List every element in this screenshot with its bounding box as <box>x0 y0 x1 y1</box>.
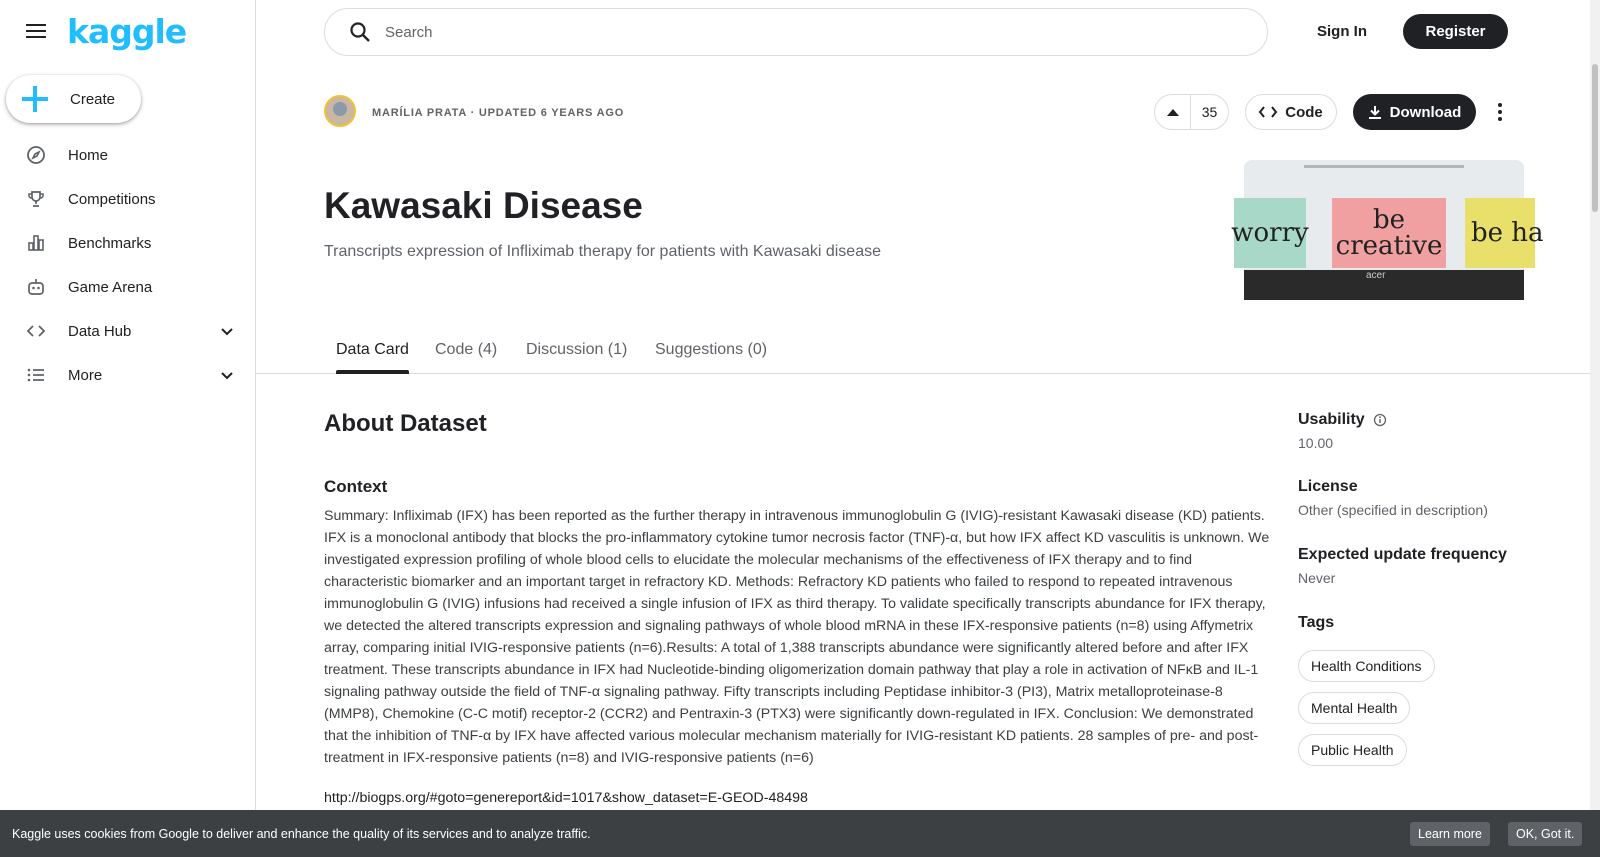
hamburger-menu-icon[interactable] <box>24 20 48 44</box>
sidebar-item-home[interactable] <box>0 133 255 177</box>
avatar[interactable] <box>324 95 356 127</box>
sign-in-button[interactable]: Sign In <box>1317 22 1367 40</box>
vote-count: 35 <box>1201 104 1218 120</box>
cookie-text: Kaggle uses cookies from Google to deliver and enhance the quality of its services and to analyze traffic. <box>12 826 591 841</box>
upvote-button[interactable] <box>1155 95 1191 129</box>
sidebar-item-label: More <box>68 366 103 384</box>
scrollbar-thumb[interactable] <box>1592 64 1598 212</box>
code-button[interactable] <box>1245 94 1337 130</box>
sidebar-item-label: Home <box>68 146 109 164</box>
tab-data-card[interactable]: Data Card <box>336 326 409 373</box>
cover-monitor-bezel <box>1244 270 1524 300</box>
context-heading: Context <box>324 477 388 496</box>
tab-discussion[interactable]: Discussion (1) <box>526 340 628 358</box>
download-button-label: Download <box>1389 103 1462 121</box>
search-icon <box>349 21 371 43</box>
cover-note: worry <box>1234 198 1306 268</box>
sidebar-item-more[interactable] <box>0 353 255 397</box>
code-button-label: Code <box>1285 103 1323 121</box>
cookie-banner <box>0 810 1600 857</box>
sidebar-item-benchmarks[interactable] <box>0 221 255 265</box>
sidebar <box>0 0 256 857</box>
create-button[interactable] <box>6 75 141 123</box>
compass-icon <box>26 145 46 165</box>
search-bar[interactable] <box>324 8 1268 56</box>
plus-icon <box>22 86 48 112</box>
frequency-label: Expected update frequency <box>1298 546 1507 563</box>
dataset-cover-image <box>1231 160 1544 300</box>
learn-more-button[interactable]: Learn more <box>1410 822 1490 846</box>
tab-bar <box>256 326 1590 374</box>
kaggle-logo[interactable]: kaggle <box>67 12 187 51</box>
info-icon[interactable] <box>1373 413 1387 427</box>
list-icon <box>26 365 46 385</box>
tags-section <box>1298 614 1558 632</box>
page-subtitle: Transcripts expression of Infliximab therapy for patients with Kawasaki disease <box>324 243 881 260</box>
sidebar-item-data-hub[interactable] <box>0 309 255 353</box>
cookie-ok-button[interactable]: OK, Got it. <box>1508 822 1582 846</box>
chevron-down-icon[interactable] <box>219 367 235 383</box>
scrollbar[interactable] <box>1590 0 1600 810</box>
license-label: License <box>1298 478 1358 495</box>
dataset-summary: Summary: Infliximab (IFX) has been reported as the further therapy in intravenous immunoglobulin G (IVIG)-resistant Kawasaki disease (KD) patients. IFX is a monoclonal antibody that blocks the pro-inflammatory cytokine tumor necrosis factor (TNF)-α, but how IFX affect KD vasculitis is unknown. We investigated expression profiling of whole blood cells to elucidate the molecular mechanisms of the effectiveness of IFX therapy and to find characteristic biomarker and an important target in refractory KD. Methods: Refractory KD patients who failed to respond to repeated intravenous immunoglobulin G (IVIG) infusions had received a single infusion of IFX as third therapy. To validate specifically transcripts abundance for IFX therapy, we detected the altered transcripts expression and signaling pathways of whole blood mRNA in these IFX-responsive patients (n=8) using Affymetrix array, comparing initial IVIG-responsive patients (n=6).Results: A total of 1,388 transcripts abundance were significantly altered before and after IFX treatment. These transcripts abundance in IFX had Nucleotide-binding oligomerization domain pathway that play a role in activation of NFκB and IL-1 signaling pathway outside the field of TNF-α signaling pathway. Fifty transcripts including Peptidase inhibitor-3 (PI3), Matrix metalloproteinase-8 (MMP8), Chemokine (C-C motif) receptor-2 (CCR2) and Pentraxin-3 (PTX3) were significantly down-regulated in IFX. Conclusion: We demonstrated that the inhibition of TNF-α by IFX have affected various molecular mechanism materially for IVIG-resistant KD patients. 28 samples of pre- and post-treatment in IFX-responsive patients (n=8) and IVIG-responsive patients (n=6) <box>324 508 1270 766</box>
tab-suggestions[interactable]: Suggestions (0) <box>655 340 768 358</box>
tab-code[interactable]: Code (4) <box>435 340 498 358</box>
sidebar-nav <box>0 133 255 397</box>
code-brackets-icon <box>1259 105 1277 119</box>
code-brackets-icon <box>26 321 46 341</box>
frequency-value: Never <box>1298 570 1336 586</box>
download-button[interactable] <box>1353 94 1476 130</box>
page-title: Kawasaki Disease <box>324 185 643 226</box>
sidebar-item-label: Data Hub <box>68 322 132 340</box>
search-input[interactable]: Search <box>385 23 433 41</box>
register-button[interactable]: Register <box>1403 14 1508 49</box>
sidebar-item-label: Game Arena <box>68 278 153 296</box>
cover-brand: acer <box>1366 270 1386 281</box>
tag-chip[interactable]: Mental Health <box>1298 692 1410 724</box>
sidebar-item-label: Competitions <box>68 190 156 208</box>
more-options-icon[interactable] <box>1488 98 1512 126</box>
biogps-link[interactable]: http://biogps.org/#goto=genereport&id=1017&show_dataset=E-GEOD-48498 <box>324 790 808 806</box>
chevron-down-icon[interactable] <box>219 323 235 339</box>
tag-chip[interactable]: Health Conditions <box>1298 650 1435 682</box>
sidebar-item-competitions[interactable] <box>0 177 255 221</box>
sidebar-item-label: Benchmarks <box>68 234 152 252</box>
author-line[interactable]: MARÍLIA PRATA · UPDATED 6 YEARS AGO <box>372 107 625 119</box>
license-section <box>1298 478 1558 518</box>
download-icon <box>1368 105 1382 119</box>
about-heading: About Dataset <box>324 410 487 437</box>
robot-icon <box>26 277 46 297</box>
cover-note: be ha <box>1465 198 1535 268</box>
usability-label: Usability <box>1298 411 1365 428</box>
create-label: Create <box>70 90 116 108</box>
usability-section <box>1298 411 1558 451</box>
bar-chart-icon <box>26 233 46 253</box>
usability-value: 10.00 <box>1298 435 1334 451</box>
vote-widget <box>1154 94 1229 130</box>
license-value: Other (specified in description) <box>1298 502 1488 518</box>
cover-note: be creative <box>1332 198 1446 268</box>
tag-chip[interactable]: Public Health <box>1298 734 1407 766</box>
trophy-icon <box>26 189 46 209</box>
arrow-up-icon <box>1167 109 1179 116</box>
tags-label: Tags <box>1298 614 1335 631</box>
sidebar-item-game-arena[interactable] <box>0 265 255 309</box>
frequency-section <box>1298 546 1558 586</box>
